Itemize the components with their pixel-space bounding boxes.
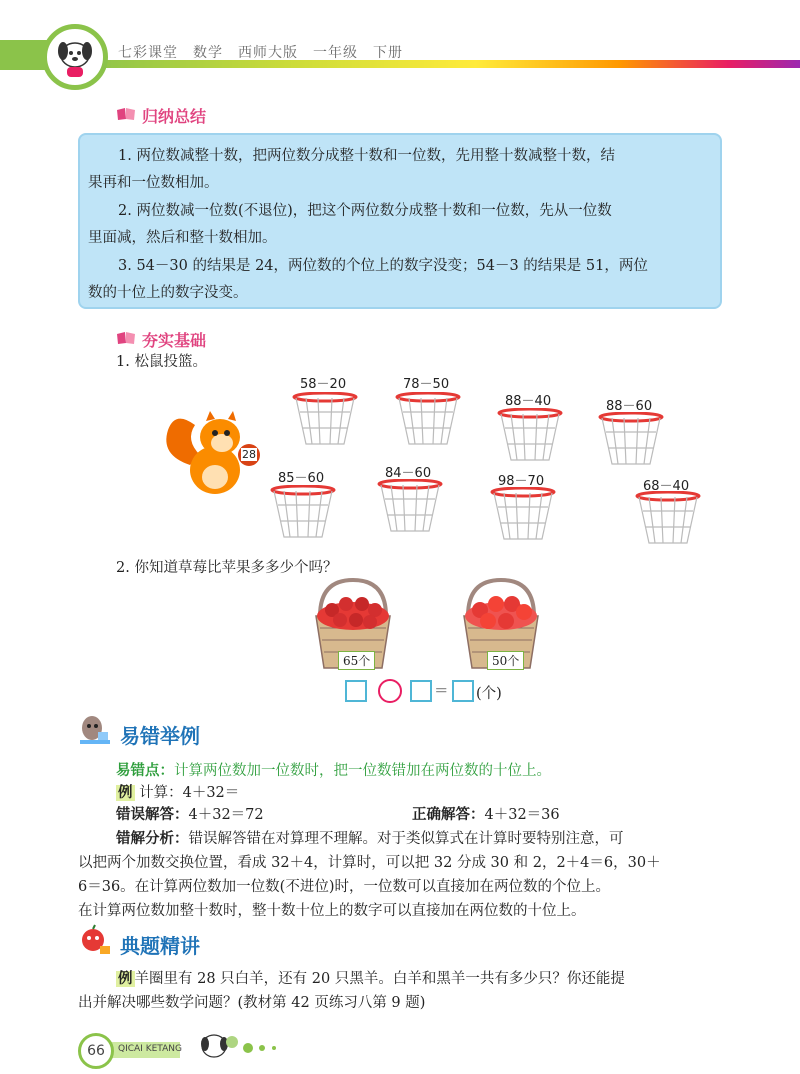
hoop-net-icon — [497, 408, 563, 468]
error-point-label: 易错点： — [116, 763, 174, 779]
wrong-answer-text: 4＋32＝72 — [188, 807, 264, 823]
basketball-icon — [238, 444, 260, 466]
hoop-net-icon — [395, 392, 461, 452]
hoop-expr: 88－60 — [606, 399, 653, 414]
hoop-expr: 85－60 — [278, 471, 325, 486]
analysis-line-3: 6＝36。在计算两位数加一位数(不进位)时，一位数可以直接加在两位数的个位上。 — [78, 879, 610, 895]
answer-box[interactable] — [452, 680, 474, 702]
analysis-line-4: 在计算两位数加整十数时，整十数十位上的数字可以直接加在两位数的十位上。 — [78, 903, 586, 919]
summary-heading: 归纳总结 — [142, 107, 207, 126]
hoop-expr: 78－50 — [403, 377, 450, 392]
basics-heading: 夯实基础 — [142, 331, 207, 350]
thinking-character-icon — [78, 714, 112, 750]
apple-character-icon — [78, 924, 112, 960]
summary-p2a: 2. 两位数减一位数(不退位)，把这个两位数分成整十数和一位数，先从一位数 — [118, 203, 612, 219]
typical-example-badge: 例 — [118, 971, 133, 987]
error-point-text: 计算两位数加一位数时，把一位数错加在两位数的十位上。 — [174, 763, 551, 779]
right-answer-label: 正确解答： — [412, 807, 485, 823]
hoop-net-icon — [377, 479, 443, 539]
footer-mascot-icon — [196, 1030, 286, 1068]
answer-box[interactable] — [410, 680, 432, 702]
hoop-expr: 84－60 — [385, 466, 432, 481]
analysis-label: 错解分析： — [116, 831, 189, 847]
mascot-dog-icon — [42, 24, 108, 90]
typical-line-2: 出并解决哪些数学问题？(教材第 42 页练习八第 9 题) — [78, 995, 426, 1011]
analysis-line-1: 错误解答错在对算理不理解。对于类似算式在计算时要特别注意，可 — [188, 831, 624, 847]
answer-box[interactable] — [345, 680, 367, 702]
ball-number: 28 — [242, 448, 256, 461]
page-number: 66 — [78, 1033, 114, 1069]
hoop-expr: 68－40 — [643, 479, 690, 494]
hoop-net-icon — [490, 487, 556, 547]
summary-p1a: 1. 两位数减整十数，把两位数分成整十数和一位数，先用整十数减整十数，结 — [118, 148, 615, 164]
summary-p1b: 果再和一位数相加。 — [88, 175, 219, 191]
basics-book-icon — [116, 330, 136, 349]
basket-label-apple: 50个 — [487, 651, 524, 670]
summary-book-icon — [116, 106, 136, 125]
summary-p3b: 数的十位上的数字没变。 — [88, 285, 248, 301]
example-text: 计算：4＋32＝ — [139, 785, 240, 801]
footer-brand: QICAI KETANG — [118, 1044, 182, 1054]
unit-label: (个) — [476, 686, 502, 702]
typical-heading: 典题精讲 — [120, 934, 200, 958]
hoop-expr: 98－70 — [498, 474, 545, 489]
hoop-net-icon — [635, 491, 701, 551]
hoop-net-icon — [270, 485, 336, 545]
hoop-expr: 58－20 — [300, 377, 347, 392]
summary-p2b: 里面减，然后和整十数相加。 — [88, 230, 277, 246]
hoop-expr: 88－40 — [505, 394, 552, 409]
errors-heading: 易错举例 — [120, 724, 200, 748]
summary-p3a: 3. 54－30 的结果是 24，两位数的个位上的数字没变；54－3 的结果是 51，两位 — [118, 258, 648, 274]
example-badge: 例 — [118, 785, 133, 801]
basket-label-strawberry: 65个 — [338, 651, 375, 670]
equals-sign: ＝ — [434, 684, 449, 700]
typical-line-1: 羊圈里有 28 只白羊，还有 20 只黑羊。白羊和黑羊一共有多少只？你还能提 — [134, 971, 625, 987]
hoop-net-icon — [598, 412, 664, 472]
hoop-net-icon — [292, 392, 358, 452]
analysis-line-2: 以把两个加数交换位置，看成 32＋4，计算时，可以把 32 分成 30 和 2，2＋4＝6，30＋ — [78, 855, 661, 871]
wrong-answer-label: 错误解答： — [116, 807, 189, 823]
header-title: 七彩课堂 数学 西师大版 一年级 下册 — [118, 45, 403, 61]
operator-circle[interactable] — [378, 679, 402, 703]
question-2: 2. 你知道草莓比苹果多多少个吗？ — [116, 560, 338, 576]
right-answer-text: 4＋32＝36 — [484, 807, 560, 823]
question-1: 1. 松鼠投篮。 — [116, 354, 207, 370]
